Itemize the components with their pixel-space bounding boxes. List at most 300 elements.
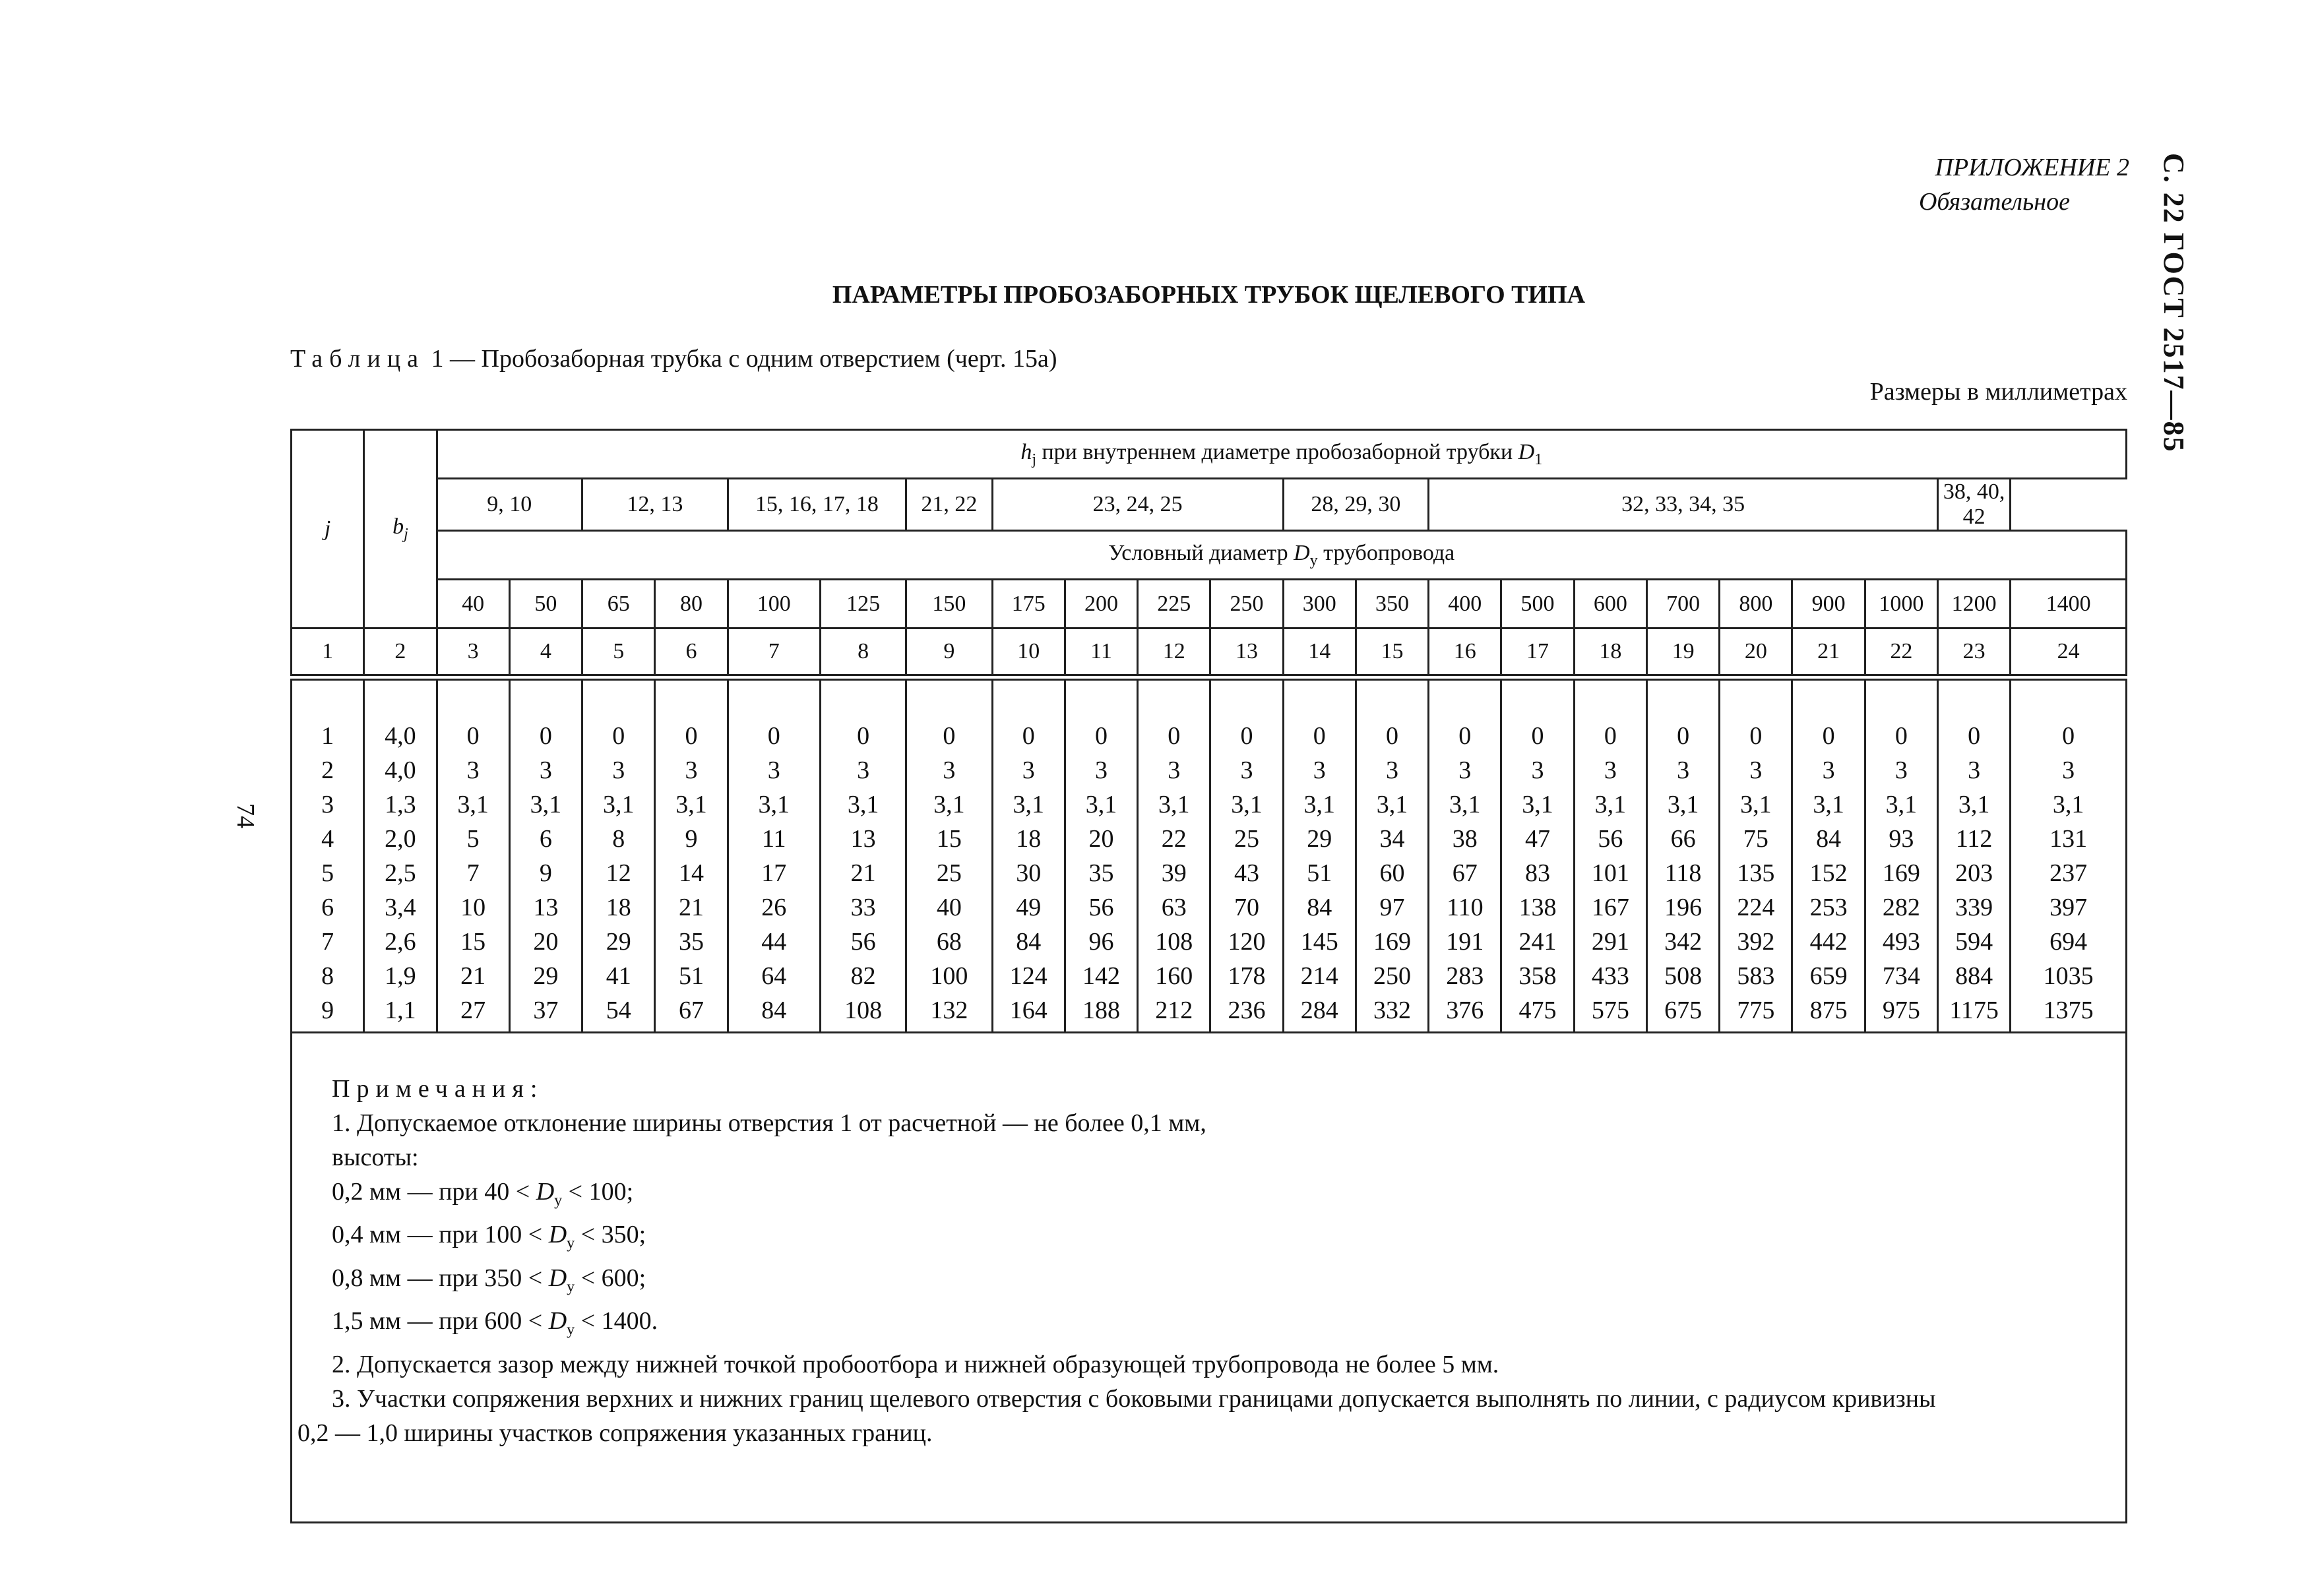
h-column: [1138, 677, 1210, 1033]
table-cell: 3: [539, 756, 552, 784]
dy-value-header: 700: [1646, 580, 1719, 629]
table-cell: 0: [943, 721, 956, 750]
table-cell: 433: [1591, 962, 1629, 990]
table-cell: 203: [1955, 859, 1993, 887]
column-number: 16: [1429, 629, 1501, 677]
column-number: 23: [1938, 629, 2011, 677]
h-column: [820, 677, 906, 1033]
table-cell: 3,1: [1594, 790, 1627, 818]
column-number: 5: [582, 629, 655, 677]
table-cell: 3,1: [1449, 790, 1481, 818]
table-cell: 1375: [2043, 996, 2094, 1024]
table-cell: 3,1: [1958, 790, 1990, 818]
h-column: [1720, 677, 1792, 1033]
table-cell: 93: [1889, 824, 1914, 853]
column-number: 18: [1574, 629, 1646, 677]
table-cell: 392: [1737, 927, 1775, 956]
table-cell: 284: [1300, 996, 1338, 1024]
table-cell: 25: [936, 859, 962, 887]
column-number: 9: [906, 629, 992, 677]
table-cell: 358: [1518, 962, 1557, 990]
table-cell: 145: [1300, 927, 1338, 956]
note-3: 3. Участки сопряжения верхних и нижних границ щелевого отверстия с боковыми границами допускается выполнять по линии, с радиусом кривизны: [332, 1384, 1936, 1413]
table-cell: 108: [844, 996, 883, 1024]
table-cell: 191: [1446, 927, 1484, 956]
table-cell: 212: [1155, 996, 1193, 1024]
dy-value-header: 125: [820, 580, 906, 629]
h-column: [582, 677, 655, 1033]
table-cell: 3,1: [847, 790, 879, 818]
table-cell: 2,6: [385, 927, 416, 956]
table-cell: 332: [1373, 996, 1412, 1024]
table-cell: 3,1: [2052, 790, 2084, 818]
dy-value-header: 600: [1574, 580, 1646, 629]
table-cell: 3,1: [933, 790, 965, 818]
h-column: [1865, 677, 1937, 1033]
tolerance-range: 0,4 мм — при $100 < D_у < 350$;: [332, 1221, 646, 1252]
table-cell: 10: [460, 893, 486, 921]
dy-value-header: 65: [582, 580, 655, 629]
table-cell: 7: [321, 927, 334, 956]
table-cell: 21: [850, 859, 876, 887]
dy-value-header: 1400: [2011, 580, 2127, 629]
table-cell: 8: [321, 962, 334, 990]
table-cell: 35: [678, 927, 704, 956]
table-cell: 0: [466, 721, 480, 750]
table-cell: 20: [1088, 824, 1114, 853]
table-cell: 9: [685, 824, 698, 853]
table-cell: 342: [1664, 927, 1703, 956]
table-cell: 18: [1016, 824, 1042, 853]
table-cell: 1175: [1949, 996, 1999, 1024]
table-cell: 101: [1591, 859, 1629, 887]
table-cell: 135: [1737, 859, 1775, 887]
h-column: [1646, 677, 1719, 1033]
table-cell: 493: [1882, 927, 1920, 956]
table-cell: 0: [1968, 721, 1981, 750]
table-cell: 124: [1009, 962, 1048, 990]
table-cell: 2,0: [385, 824, 416, 853]
table-cell: 3,1: [1231, 790, 1263, 818]
dy-value-header: 200: [1065, 580, 1137, 629]
table-cell: 30: [1016, 859, 1042, 887]
table-cell: 131: [2049, 824, 2088, 853]
column-number: 22: [1865, 629, 1937, 677]
table-cell: 35: [1088, 859, 1114, 887]
h-column: [1938, 677, 2011, 1033]
table-cell: 40: [936, 893, 962, 921]
table-cell: 112: [1955, 824, 1993, 853]
note-2: 2. Допускается зазор между нижней точкой пробоотбора и нижней образующей трубопровода не более 5 мм.: [332, 1350, 1499, 1378]
h-column: [1429, 677, 1501, 1033]
table-cell: 0: [1822, 721, 1835, 750]
table-cell: 5: [466, 824, 480, 853]
table-cell: 236: [1228, 996, 1266, 1024]
table-cell: 4,0: [385, 756, 416, 784]
table-cell: 34: [1379, 824, 1405, 853]
table-cell: 3,1: [1158, 790, 1190, 818]
table-cell: 169: [1373, 927, 1412, 956]
table-cell: 283: [1446, 962, 1484, 990]
dy-value-header: 100: [728, 580, 820, 629]
table-cell: 43: [1234, 859, 1259, 887]
table-cell: 3: [1094, 756, 1108, 784]
page-number: 74: [232, 803, 259, 828]
table-cell: 397: [2049, 893, 2088, 921]
table-cell: 51: [1307, 859, 1332, 887]
header-group: $h_j$ при внутреннем диаметре пробозаборной трубки $D_1$: [437, 430, 2126, 479]
dy-value-header: 80: [655, 580, 728, 629]
table-cell: 0: [1386, 721, 1399, 750]
table-cell: 9: [321, 996, 334, 1024]
table-cell: 5: [321, 859, 334, 887]
tolerance-range: 0,8 мм — при $350 < D_у < 600$;: [332, 1264, 646, 1296]
table-cell: 132: [930, 996, 968, 1024]
j-column: [292, 677, 364, 1033]
table-cell: 39: [1161, 859, 1187, 887]
h-column: [509, 677, 582, 1033]
table-cell: 237: [2049, 859, 2088, 887]
table-cell: 75: [1743, 824, 1768, 853]
table-cell: 14: [678, 859, 704, 887]
table-cell: 13: [533, 893, 559, 921]
b-column: [364, 677, 437, 1033]
table-cell: 442: [1809, 927, 1848, 956]
header-j: j: [292, 430, 364, 629]
column-number: 14: [1283, 629, 1356, 677]
table-cell: 694: [2049, 927, 2088, 956]
table-cell: 97: [1379, 893, 1405, 921]
table-cell: 3,1: [1740, 790, 1772, 818]
table-cell: 138: [1518, 893, 1557, 921]
table-cell: 44: [761, 927, 787, 956]
table-cell: 3,1: [1085, 790, 1117, 818]
table-cell: 0: [1168, 721, 1181, 750]
dy-value-header: 250: [1210, 580, 1283, 629]
column-number: 2: [364, 629, 437, 677]
column-number: 13: [1210, 629, 1283, 677]
table-cell: 376: [1446, 996, 1484, 1024]
column-number: 20: [1720, 629, 1792, 677]
table-cell: 224: [1737, 893, 1775, 921]
table-cell: 0: [767, 721, 780, 750]
table-cell: 56: [850, 927, 876, 956]
table-cell: 3: [1894, 756, 1908, 784]
table-cell: 12: [606, 859, 631, 887]
table-cell: 142: [1082, 962, 1120, 990]
column-number: 15: [1356, 629, 1428, 677]
table-cell: 3,1: [1885, 790, 1918, 818]
h-column: [1356, 677, 1428, 1033]
table-cell: 3: [1677, 756, 1690, 784]
table-cell: 21: [678, 893, 704, 921]
table-cell: 188: [1082, 996, 1120, 1024]
table-cell: 214: [1300, 962, 1338, 990]
table-cell: 0: [2062, 721, 2075, 750]
dy-value-header: 500: [1501, 580, 1574, 629]
table-cell: 3: [1968, 756, 1981, 784]
table-cell: 84: [1307, 893, 1332, 921]
column-number: 7: [728, 629, 820, 677]
d1-group-header: 32, 33, 34, 35: [1429, 479, 1938, 531]
table-cell: 51: [678, 962, 704, 990]
table-cell: 110: [1446, 893, 1484, 921]
parameters-table: [290, 429, 2127, 1523]
note-3-continued: 0,2 — 1,0 ширины участков сопряжения указанных границ.: [297, 1419, 933, 1447]
column-number: 24: [2011, 629, 2127, 677]
table-cell: 67: [1452, 859, 1478, 887]
dy-value-header: 175: [992, 580, 1065, 629]
page-title: ПАРАМЕТРЫ ПРОБОЗАБОРНЫХ ТРУБОК ЩЕЛЕВОГО ТИПА: [832, 281, 1586, 309]
header-dy: Условный диаметр $D_у$ трубопровода: [437, 531, 2126, 580]
table-cell: 0: [1022, 721, 1035, 750]
table-cell: 291: [1591, 927, 1629, 956]
table-cell: 29: [533, 962, 559, 990]
table-cell: 1,3: [385, 790, 416, 818]
table-cell: 3: [1313, 756, 1326, 784]
column-number: 10: [992, 629, 1065, 677]
table-cell: 3: [612, 756, 625, 784]
tolerance-ranges: [297, 1175, 2120, 1347]
d1-group-header: 9, 10: [437, 479, 582, 531]
dy-value-header: 40: [437, 580, 509, 629]
table-cell: 100: [930, 962, 968, 990]
table-cell: 15: [936, 824, 962, 853]
units-note: Размеры в миллиметрах: [1869, 378, 2127, 406]
table-cell: 8: [612, 824, 625, 853]
table-cell: 250: [1373, 962, 1412, 990]
column-number: 17: [1501, 629, 1574, 677]
table-cell: 0: [1604, 721, 1617, 750]
appendix-subtitle: Обязательное: [1918, 188, 2070, 216]
header-b: $b_j$: [364, 430, 437, 629]
dy-value-header: 900: [1792, 580, 1865, 629]
table-cell: 734: [1882, 962, 1920, 990]
table-cell: 0: [539, 721, 552, 750]
h-column: [2011, 677, 2127, 1033]
d1-group-header: 21, 22: [906, 479, 992, 531]
d1-group-header: 23, 24, 25: [992, 479, 1283, 531]
table-cell: 1035: [2043, 962, 2094, 990]
table-cell: 96: [1088, 927, 1114, 956]
table-cell: 253: [1809, 893, 1848, 921]
table-cell: 26: [761, 893, 787, 921]
dy-value-header: 1000: [1865, 580, 1937, 629]
table-cell: 60: [1379, 859, 1405, 887]
table-cell: 196: [1664, 893, 1703, 921]
table-cell: 9: [539, 859, 552, 887]
table-cell: 37: [533, 996, 559, 1024]
table-cell: 41: [606, 962, 631, 990]
dy-value-header: 150: [906, 580, 992, 629]
appendix-block: [1919, 150, 2129, 219]
table-cell: 164: [1009, 996, 1048, 1024]
table-cell: 3: [767, 756, 780, 784]
table-cell: 15: [460, 927, 486, 956]
caption-label: Таблица: [290, 345, 425, 373]
column-number: 3: [437, 629, 509, 677]
table-cell: 66: [1670, 824, 1696, 853]
table-cell: 22: [1161, 824, 1187, 853]
table-cell: 18: [606, 893, 631, 921]
table-cell: 0: [1094, 721, 1108, 750]
table-cell: 3: [943, 756, 956, 784]
table-cell: 659: [1809, 962, 1848, 990]
table-cell: 3: [857, 756, 870, 784]
tolerance-range: 1,5 мм — при $600 < D_у < 1400$.: [332, 1307, 658, 1339]
table-cell: 3,1: [1013, 790, 1044, 818]
table-cell: 1,9: [385, 962, 416, 990]
table-cell: 84: [761, 996, 787, 1024]
column-number: 1: [292, 629, 364, 677]
table-caption: [290, 344, 1057, 373]
column-number: 11: [1065, 629, 1137, 677]
table-cell: 3,1: [530, 790, 562, 818]
table-cell: 3,1: [1376, 790, 1408, 818]
table-cell: 29: [606, 927, 631, 956]
table-cell: 0: [1458, 721, 1472, 750]
table-cell: 17: [761, 859, 787, 887]
h-column: [655, 677, 728, 1033]
table-cell: 6: [539, 824, 552, 853]
table-cell: 0: [857, 721, 870, 750]
column-number: 8: [820, 629, 906, 677]
table-cell: 2,5: [385, 859, 416, 887]
table-cell: 27: [460, 996, 486, 1024]
notes-cell: [292, 1032, 2127, 1522]
table-cell: 169: [1882, 859, 1920, 887]
table-cell: 1,1: [385, 996, 416, 1024]
dy-value-header: 1200: [1938, 580, 2011, 629]
table-cell: 29: [1307, 824, 1332, 853]
d1-group-header: 15, 16, 17, 18: [728, 479, 906, 531]
table-cell: 56: [1598, 824, 1623, 853]
table-cell: 2: [321, 756, 334, 784]
h-column: [437, 677, 509, 1033]
table-cell: 583: [1737, 962, 1775, 990]
table-cell: 594: [1955, 927, 1993, 956]
table-cell: 0: [612, 721, 625, 750]
column-number: 4: [509, 629, 582, 677]
table-cell: 25: [1234, 824, 1259, 853]
table-cell: 7: [466, 859, 480, 887]
table-cell: 67: [678, 996, 704, 1024]
dy-value-header: 50: [509, 580, 582, 629]
d1-group-header: 28, 29, 30: [1283, 479, 1429, 531]
table-cell: 3,1: [457, 790, 489, 818]
h-column: [728, 677, 820, 1033]
table-cell: 152: [1809, 859, 1848, 887]
table-cell: 6: [321, 893, 334, 921]
caption-text: 1 — Пробозаборная трубка с одним отверстием (черт. 15а): [431, 345, 1057, 373]
table-cell: 282: [1882, 893, 1920, 921]
table-cell: 0: [1531, 721, 1544, 750]
table-cell: 0: [1749, 721, 1763, 750]
column-number: 19: [1646, 629, 1719, 677]
table-cell: 13: [850, 824, 876, 853]
h-column: [1210, 677, 1283, 1033]
table-cell: 4,0: [385, 721, 416, 750]
dy-value-header: 300: [1283, 580, 1356, 629]
table-cell: 84: [1816, 824, 1842, 853]
table-cell: 775: [1737, 996, 1775, 1024]
table-cell: 167: [1591, 893, 1629, 921]
table-cell: 508: [1664, 962, 1703, 990]
table-cell: 118: [1664, 859, 1702, 887]
table-cell: 3,1: [675, 790, 707, 818]
table-cell: 3,1: [1813, 790, 1844, 818]
table-cell: 3,1: [1303, 790, 1335, 818]
table-cell: 84: [1016, 927, 1042, 956]
table-cell: 975: [1882, 996, 1920, 1024]
table-cell: 0: [1240, 721, 1253, 750]
table-cell: 3: [466, 756, 480, 784]
table-cell: 3,1: [602, 790, 635, 818]
table-cell: 675: [1664, 996, 1703, 1024]
table-cell: 875: [1809, 996, 1848, 1024]
table-cell: 3: [1168, 756, 1181, 784]
table-cell: 3: [2062, 756, 2075, 784]
table-cell: 11: [761, 824, 786, 853]
table-cell: 120: [1228, 927, 1266, 956]
table-cell: 3: [685, 756, 698, 784]
dy-value-header: 800: [1720, 580, 1792, 629]
column-number: 21: [1792, 629, 1865, 677]
d1-group-header: 38, 40, 42: [1938, 479, 2011, 531]
column-number: 6: [655, 629, 728, 677]
table-cell: 3: [1458, 756, 1472, 784]
dy-value-header: 400: [1429, 580, 1501, 629]
h-column: [992, 677, 1065, 1033]
table-cell: 0: [1313, 721, 1326, 750]
appendix-title: ПРИЛОЖЕНИЕ 2: [1935, 154, 2129, 181]
table-cell: 160: [1155, 962, 1193, 990]
table-cell: 339: [1955, 893, 1993, 921]
table-cell: 3: [1749, 756, 1763, 784]
table-cell: 3,1: [1667, 790, 1699, 818]
h-column: [1792, 677, 1865, 1033]
d1-group-header: 12, 13: [582, 479, 728, 531]
column-number: 12: [1138, 629, 1210, 677]
table-cell: 3: [1240, 756, 1253, 784]
table-cell: 4: [321, 824, 334, 853]
table-cell: 20: [533, 927, 559, 956]
table-cell: 884: [1955, 962, 1993, 990]
table-cell: 63: [1161, 893, 1187, 921]
note-heights: высоты:: [332, 1143, 419, 1171]
table-cell: 3: [1822, 756, 1835, 784]
table-cell: 241: [1518, 927, 1557, 956]
table-cell: 82: [850, 962, 876, 990]
table-cell: 0: [685, 721, 698, 750]
table-cell: 3,1: [1522, 790, 1553, 818]
table-cell: 475: [1518, 996, 1557, 1024]
table-cell: 0: [1894, 721, 1908, 750]
table-cell: 3,1: [758, 790, 790, 818]
table-cell: 70: [1234, 893, 1259, 921]
table-cell: 49: [1016, 893, 1042, 921]
h-column: [1283, 677, 1356, 1033]
table-cell: 47: [1525, 824, 1551, 853]
dy-value-header: 225: [1138, 580, 1210, 629]
table-cell: 108: [1155, 927, 1193, 956]
table-cell: 575: [1591, 996, 1629, 1024]
table-cell: 3: [1022, 756, 1035, 784]
h-column: [1574, 677, 1646, 1033]
table-cell: 3,4: [385, 893, 416, 921]
table-cell: 3: [1604, 756, 1617, 784]
standard-header: С. 22 ГОСТ 2517—85: [2158, 153, 2190, 453]
